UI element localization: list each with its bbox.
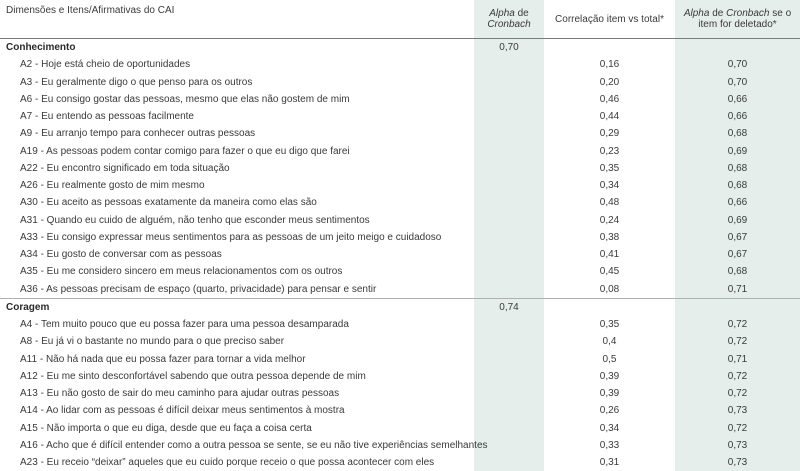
correlation-cell: 0,34 [544,177,675,194]
alpha-if-deleted-cell: 0,73 [675,437,800,454]
correlation-cell: 0,4 [544,333,675,350]
item-label: A23 - Eu receio “deixar” aqueles que eu cuido porque receio o que possa acontecer com eles [0,454,474,471]
alpha-cell [474,263,544,280]
table-row [0,420,800,437]
item-label: A31 - Quando eu cuido de alguém, não tenho que esconder meus sentimentos [0,212,474,229]
alpha-cell [474,385,544,402]
item-label: A22 - Eu encontro significado em toda situação [0,160,474,177]
correlation-cell: 0,45 [544,263,675,280]
alpha-cell [474,281,544,299]
alpha-if-deleted-cell: 0,73 [675,402,800,419]
table-row [0,229,800,246]
item-label: A4 - Tem muito pouco que eu possa fazer para uma pessoa desamparada [0,316,474,333]
table-row [0,263,800,280]
item-label: A11 - Não há nada que eu possa fazer para tornar a vida melhor [0,351,474,368]
alpha-cell [474,402,544,419]
table-row [0,177,800,194]
table-row [0,246,800,263]
item-label: A13 - Eu não gosto de sair do meu caminho para ajudar outras pessoas [0,385,474,402]
alpha-cell [474,194,544,211]
alpha-cell [474,74,544,91]
table-row [0,402,800,419]
header-alpha-if-deleted: Alpha de Cronbach se o item for deletado* [675,0,800,39]
correlation-cell: 0,41 [544,246,675,263]
table-row [0,437,800,454]
correlation-cell: 0,35 [544,316,675,333]
alpha-if-deleted-cell: 0,66 [675,108,800,125]
alpha-cell [474,91,544,108]
dimension-label: Conhecimento [0,39,474,57]
alpha-cell: 0,74 [474,298,544,316]
alpha-cell [474,246,544,263]
table-row [0,316,800,333]
table-row [0,194,800,211]
table-row [0,351,800,368]
item-label: A34 - Eu gosto de conversar com as pessoas [0,246,474,263]
header-item-total-correlation: Correlação item vs total* [544,0,675,39]
alpha-if-deleted-cell: 0,69 [675,212,800,229]
item-label: A15 - Não importa o que eu diga, desde que eu faça a coisa certa [0,420,474,437]
item-label: A35 - Eu me considero sincero em meus relacionamentos com os outros [0,263,474,280]
dimension-label: Coragem [0,298,474,316]
correlation-cell: 0,23 [544,143,675,160]
table-row [0,160,800,177]
correlation-cell: 0,33 [544,437,675,454]
table-body [0,39,800,471]
table-row [0,385,800,402]
correlation-cell: 0,39 [544,368,675,385]
table-row [0,143,800,160]
alpha-if-deleted-cell: 0,71 [675,281,800,299]
correlation-cell: 0,5 [544,351,675,368]
alpha-cell: 0,70 [474,39,544,57]
correlation-cell: 0,24 [544,212,675,229]
alpha-if-deleted-cell: 0,68 [675,177,800,194]
alpha-cell [474,351,544,368]
alpha-cell [474,160,544,177]
table-row [0,56,800,73]
correlation-cell: 0,08 [544,281,675,299]
alpha-if-deleted-cell: 0,67 [675,229,800,246]
header-alpha-cronbach: Alpha de Cronbach [474,0,544,39]
item-label: A36 - As pessoas precisam de espaço (quarto, privacidade) para pensar e sentir [0,281,474,299]
table-row [0,454,800,471]
alpha-if-deleted-cell: 0,68 [675,263,800,280]
alpha-if-deleted-cell: 0,70 [675,74,800,91]
correlation-cell [544,39,675,57]
alpha-cell [474,368,544,385]
item-label: A2 - Hoje está cheio de oportunidades [0,56,474,73]
alpha-if-deleted-cell: 0,72 [675,420,800,437]
alpha-cell [474,420,544,437]
alpha-cell [474,454,544,471]
item-label: A26 - Eu realmente gosto de mim mesmo [0,177,474,194]
table-row [0,125,800,142]
correlation-cell [544,298,675,316]
alpha-cell [474,56,544,73]
alpha-cell [474,333,544,350]
correlation-cell: 0,16 [544,56,675,73]
item-label: A3 - Eu geralmente digo o que penso para os outros [0,74,474,91]
table-row [0,333,800,350]
table-row [0,108,800,125]
item-label: A30 - Eu aceito as pessoas exatamente da maneira como elas são [0,194,474,211]
alpha-if-deleted-cell: 0,66 [675,194,800,211]
alpha-if-deleted-cell: 0,68 [675,160,800,177]
table-row [0,368,800,385]
header-dimensions-items: Dimensões e Itens/Afirmativas do CAI [0,0,474,39]
alpha-if-deleted-cell: 0,72 [675,385,800,402]
alpha-if-deleted-cell: 0,72 [675,368,800,385]
item-label: A7 - Eu entendo as pessoas facilmente [0,108,474,125]
alpha-if-deleted-cell: 0,70 [675,56,800,73]
correlation-cell: 0,38 [544,229,675,246]
table-row [0,212,800,229]
alpha-if-deleted-cell: 0,69 [675,143,800,160]
dimension-row [0,39,800,57]
item-label: A16 - Acho que é difícil entender como a outra pessoa se sente, se eu não tive experiências semelhantes [0,437,474,454]
alpha-cell [474,212,544,229]
alpha-if-deleted-cell: 0,72 [675,316,800,333]
item-label: A8 - Eu já vi o bastante no mundo para o que preciso saber [0,333,474,350]
item-label: A19 - As pessoas podem contar comigo para fazer o que eu digo que farei [0,143,474,160]
correlation-cell: 0,31 [544,454,675,471]
alpha-if-deleted-cell: 0,72 [675,333,800,350]
correlation-cell: 0,26 [544,402,675,419]
correlation-cell: 0,44 [544,108,675,125]
item-label: A6 - Eu consigo gostar das pessoas, mesmo que elas não gostem de mim [0,91,474,108]
item-label: A9 - Eu arranjo tempo para conhecer outras pessoas [0,125,474,142]
alpha-if-deleted-cell [675,298,800,316]
alpha-if-deleted-cell [675,39,800,57]
alpha-if-deleted-cell: 0,68 [675,125,800,142]
alpha-cell [474,316,544,333]
correlation-cell: 0,29 [544,125,675,142]
alpha-if-deleted-cell: 0,73 [675,454,800,471]
table-row [0,281,800,299]
item-label: A12 - Eu me sinto desconfortável sabendo que outra pessoa depende de mim [0,368,474,385]
item-label: A14 - Ao lidar com as pessoas é difícil deixar meus sentimentos à mostra [0,402,474,419]
alpha-if-deleted-cell: 0,71 [675,351,800,368]
correlation-cell: 0,39 [544,385,675,402]
correlation-cell: 0,35 [544,160,675,177]
alpha-cell [474,143,544,160]
alpha-if-deleted-cell: 0,66 [675,91,800,108]
correlation-cell: 0,34 [544,420,675,437]
table-row [0,74,800,91]
alpha-cell [474,125,544,142]
alpha-cell [474,108,544,125]
table-row [0,91,800,108]
correlation-cell: 0,48 [544,194,675,211]
alpha-if-deleted-cell: 0,67 [675,246,800,263]
correlation-cell: 0,20 [544,74,675,91]
dimension-row [0,298,800,316]
alpha-cell [474,177,544,194]
alpha-cell [474,229,544,246]
item-label: A33 - Eu consigo expressar meus sentimentos para as pessoas de um jeito meigo e cuidadoso [0,229,474,246]
correlation-cell: 0,46 [544,91,675,108]
table-header [0,0,800,39]
